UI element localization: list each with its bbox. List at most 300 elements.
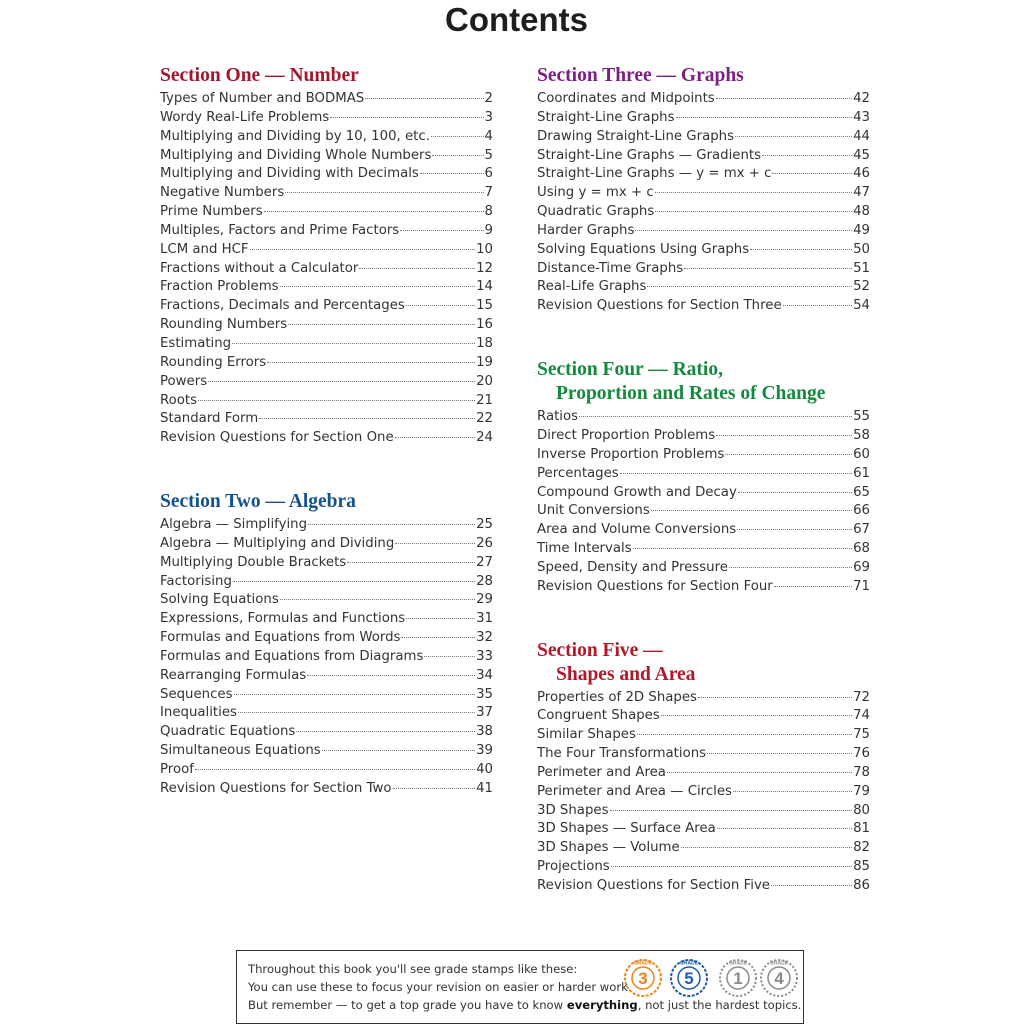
dot-leader xyxy=(698,696,852,698)
dot-leader xyxy=(406,304,475,306)
toc-entry-title: Factorising xyxy=(160,573,232,589)
dot-leader xyxy=(707,752,852,754)
toc-entry-title: Estimating xyxy=(160,335,232,351)
grade-stamp-number: 5 xyxy=(684,969,694,988)
dot-leader xyxy=(395,436,475,438)
toc-entry[interactable] xyxy=(160,723,493,742)
dot-leader xyxy=(432,154,483,156)
dot-leader xyxy=(322,749,475,751)
dot-leader xyxy=(661,714,852,716)
dot-leader xyxy=(579,415,852,417)
toc-entry-title: Solving Equations xyxy=(160,592,279,608)
toc-entry-title: 3D Shapes — Volume xyxy=(537,840,680,856)
dot-leader xyxy=(307,674,475,676)
toc-entry-page: 2 xyxy=(484,91,493,106)
toc-entry[interactable] xyxy=(160,591,493,610)
dot-leader xyxy=(716,434,852,436)
grade-stamp-number: 4 xyxy=(774,969,784,988)
toc-entry-page: 8 xyxy=(484,204,493,220)
toc-entry[interactable] xyxy=(160,222,493,241)
section-heading-line: Section One — Number xyxy=(160,65,359,86)
toc-entry-title: Simultaneous Equations xyxy=(160,743,321,759)
toc-entry-title: Ratios xyxy=(537,409,579,425)
toc-entry[interactable] xyxy=(537,109,870,128)
grade-1-stamp-icon xyxy=(717,957,759,999)
toc-entry-page: 12 xyxy=(476,260,493,276)
toc-entry[interactable] xyxy=(537,128,870,147)
toc-entry-title: Multiplying Double Brackets xyxy=(160,554,347,570)
toc-entry-page: 72 xyxy=(853,689,870,705)
toc-entry[interactable] xyxy=(537,184,870,203)
dot-leader xyxy=(330,116,483,118)
contents-section xyxy=(160,490,493,799)
toc-entry[interactable] xyxy=(537,745,870,764)
toc-entry-page: 58 xyxy=(853,427,870,443)
dot-leader xyxy=(198,399,475,401)
contents-section xyxy=(537,358,870,596)
toc-entry-page: 78 xyxy=(853,764,870,780)
toc-entry-page: 31 xyxy=(476,611,493,627)
dot-leader xyxy=(296,730,475,732)
toc-entry-page: 39 xyxy=(476,743,493,759)
dot-leader xyxy=(195,768,475,770)
contents-right-column xyxy=(537,64,870,938)
toc-entry[interactable] xyxy=(160,392,493,411)
dot-leader xyxy=(681,846,852,848)
toc-entry[interactable] xyxy=(537,726,870,745)
dot-leader xyxy=(308,523,475,525)
toc-entry-title: Revision Questions for Section Four xyxy=(537,578,773,594)
toc-entry-page: 40 xyxy=(476,762,493,777)
toc-entry[interactable] xyxy=(160,742,493,761)
toc-entry[interactable] xyxy=(160,128,493,147)
toc-entry-page: 55 xyxy=(853,409,870,425)
grade-stamp-label: GRADE xyxy=(769,960,789,967)
toc-entry-title: Direct Proportion Problems xyxy=(537,427,716,443)
toc-entry-page: 85 xyxy=(853,859,870,875)
toc-entry-title: Multiples, Factors and Prime Factors xyxy=(160,222,400,238)
toc-entry[interactable] xyxy=(160,109,493,128)
dot-leader xyxy=(280,598,475,600)
toc-entry[interactable] xyxy=(160,667,493,686)
toc-entry-title: Coordinates and Midpoints xyxy=(537,91,715,106)
toc-entry-page: 44 xyxy=(853,128,870,144)
toc-entry-page: 47 xyxy=(853,185,870,201)
toc-entry-title: Rounding Errors xyxy=(160,354,267,370)
toc-entry[interactable] xyxy=(160,241,493,260)
dot-leader xyxy=(208,380,475,382)
toc-entry-page: 54 xyxy=(853,298,870,314)
toc-entry-page: 16 xyxy=(476,317,493,333)
dot-leader xyxy=(424,655,475,657)
toc-entry[interactable] xyxy=(537,689,870,708)
toc-entry[interactable] xyxy=(537,465,870,484)
toc-entry-title: Fractions without a Calculator xyxy=(160,260,359,276)
section-heading xyxy=(160,490,493,514)
toc-entry[interactable] xyxy=(160,260,493,279)
section-heading-line: Section Four — Ratio, xyxy=(537,359,723,381)
section-heading xyxy=(537,358,870,406)
toc-entry-page: 74 xyxy=(853,708,870,724)
toc-entry-page: 52 xyxy=(853,279,870,295)
toc-entry[interactable] xyxy=(537,278,870,297)
dot-leader xyxy=(637,733,852,735)
toc-entry-title: Rearranging Formulas xyxy=(160,667,307,683)
toc-entry[interactable] xyxy=(160,648,493,667)
toc-entry-title: Powers xyxy=(160,373,208,389)
toc-entry[interactable] xyxy=(537,820,870,839)
toc-entry[interactable] xyxy=(160,535,493,554)
dot-leader xyxy=(400,229,483,231)
toc-entry-title: Standard Form xyxy=(160,411,259,427)
dot-leader xyxy=(651,509,852,511)
toc-entry[interactable] xyxy=(537,802,870,821)
section-heading xyxy=(537,64,870,88)
grade-5-stamp-icon xyxy=(668,957,710,999)
grade-stamp-number: 3 xyxy=(638,969,648,988)
toc-entry-title: Multiplying and Dividing by 10, 100, etc. xyxy=(160,128,430,144)
toc-entry-title: Roots xyxy=(160,392,198,408)
toc-entry-title: 3D Shapes — Surface Area xyxy=(537,821,716,837)
toc-entry-page: 50 xyxy=(853,241,870,257)
toc-entry[interactable] xyxy=(537,783,870,802)
toc-entry-page: 34 xyxy=(476,667,493,683)
toc-entry-title: Revision Questions for Section One xyxy=(160,430,394,446)
toc-entry-title: Similar Shapes xyxy=(537,727,636,743)
dot-leader xyxy=(655,210,852,212)
grade-stamp-label: GRADE xyxy=(633,960,653,967)
toc-entry-page: 42 xyxy=(853,91,870,106)
toc-entry-title: Perimeter and Area xyxy=(537,764,666,780)
dot-leader xyxy=(406,617,475,619)
toc-entry[interactable] xyxy=(537,484,870,503)
toc-entry[interactable] xyxy=(537,260,870,279)
toc-entry-page: 33 xyxy=(476,648,493,664)
toc-entry[interactable] xyxy=(537,858,870,877)
toc-entry[interactable] xyxy=(160,184,493,203)
toc-entry-page: 35 xyxy=(476,686,493,702)
dot-leader xyxy=(667,771,852,773)
dot-leader xyxy=(267,361,475,363)
toc-entry-title: Revision Questions for Section Five xyxy=(537,878,770,893)
toc-entry-page: 43 xyxy=(853,109,870,125)
toc-entry-page: 38 xyxy=(476,724,493,740)
contents-section xyxy=(537,639,870,896)
dot-leader xyxy=(774,585,852,587)
notice-line-1: Throughout this book you'll see grade stamps like these: xyxy=(248,962,578,976)
dot-leader xyxy=(420,172,484,174)
toc-entry-page: 48 xyxy=(853,204,870,220)
dot-leader xyxy=(431,135,484,137)
toc-entry-page: 80 xyxy=(853,802,870,818)
toc-entry[interactable] xyxy=(160,686,493,705)
toc-entry-page: 49 xyxy=(853,222,870,238)
toc-entry-title: Properties of 2D Shapes xyxy=(537,689,697,705)
dot-leader xyxy=(635,229,852,231)
toc-entry-title: The Four Transformations xyxy=(537,746,707,762)
grade-3-stamp-icon xyxy=(622,957,664,999)
toc-entry-page: 25 xyxy=(476,517,493,533)
toc-entry-page: 69 xyxy=(853,559,870,575)
toc-entry-page: 67 xyxy=(853,522,870,538)
toc-entry[interactable] xyxy=(537,521,870,540)
toc-entry-title: Straight-Line Graphs — y = mx + c xyxy=(537,166,772,182)
toc-entry-title: Multiplying and Dividing with Decimals xyxy=(160,166,419,182)
toc-entry-page: 26 xyxy=(476,535,493,551)
toc-entry[interactable] xyxy=(537,90,870,109)
toc-entry-title: Revision Questions for Section Three xyxy=(537,298,782,314)
toc-entry-page: 28 xyxy=(476,573,493,589)
toc-entry-title: Straight-Line Graphs xyxy=(537,109,675,125)
notice-emphasis: everything xyxy=(566,998,638,1012)
toc-entry-title: Sequences xyxy=(160,686,233,702)
toc-entry[interactable] xyxy=(537,502,870,521)
toc-entry-title: Area and Volume Conversions xyxy=(537,522,737,538)
toc-entry[interactable] xyxy=(537,839,870,858)
toc-entry-title: Drawing Straight-Line Graphs xyxy=(537,128,735,144)
toc-entry-page: 51 xyxy=(853,260,870,276)
toc-entry-page: 27 xyxy=(476,554,493,570)
toc-entry-title: Quadratic Graphs xyxy=(537,204,655,220)
dot-leader xyxy=(359,267,475,269)
toc-entry[interactable] xyxy=(160,780,493,799)
dot-leader xyxy=(250,248,476,250)
toc-entry-page: 6 xyxy=(484,166,493,182)
toc-entry-title: Inequalities xyxy=(160,705,237,721)
toc-entry-title: Algebra — Simplifying xyxy=(160,517,308,533)
dot-leader xyxy=(729,566,852,568)
dot-leader xyxy=(772,172,852,174)
dot-leader xyxy=(684,267,852,269)
toc-entry[interactable] xyxy=(160,147,493,166)
notice-line-2: You can use these to focus your revision on easier or harder work. xyxy=(248,980,632,994)
toc-entry-title: Formulas and Equations from Words xyxy=(160,630,401,646)
toc-entry-page: 66 xyxy=(853,503,870,519)
toc-entry[interactable] xyxy=(160,297,493,316)
toc-entry-title: Wordy Real-Life Problems xyxy=(160,109,330,125)
toc-entry-title: Types of Number and BODMAS xyxy=(160,91,365,106)
toc-entry[interactable] xyxy=(160,554,493,573)
toc-entry[interactable] xyxy=(160,373,493,392)
toc-entry[interactable] xyxy=(537,559,870,578)
dot-leader xyxy=(232,342,475,344)
toc-entry-title: Expressions, Formulas and Functions xyxy=(160,611,406,627)
section-heading xyxy=(537,639,870,687)
page-title: Contents xyxy=(445,1,588,38)
dot-leader xyxy=(725,453,852,455)
dot-leader xyxy=(717,827,852,829)
toc-entry-page: 82 xyxy=(853,840,870,856)
toc-entry-page: 71 xyxy=(853,578,870,594)
toc-entry-page: 9 xyxy=(484,222,493,238)
toc-entry-page: 18 xyxy=(476,335,493,351)
toc-entry[interactable] xyxy=(537,222,870,241)
toc-entry-page: 46 xyxy=(853,166,870,182)
toc-entry[interactable] xyxy=(160,610,493,629)
toc-entry-title: Fraction Problems xyxy=(160,279,279,295)
dot-leader xyxy=(259,417,475,419)
dot-leader xyxy=(716,97,852,99)
dot-leader xyxy=(611,865,852,867)
toc-entry-page: 19 xyxy=(476,354,493,370)
toc-entry-page: 29 xyxy=(476,592,493,608)
grade-stamp-number: 1 xyxy=(733,969,743,988)
toc-entry[interactable] xyxy=(537,241,870,260)
toc-entry-title: Using y = mx + c xyxy=(537,185,654,201)
section-heading-line: Proportion and Rates of Change xyxy=(556,383,826,405)
toc-entry[interactable] xyxy=(537,764,870,783)
toc-entry[interactable] xyxy=(160,704,493,723)
dot-leader xyxy=(393,787,476,789)
toc-entry-title: Quadratic Equations xyxy=(160,724,296,740)
dot-leader xyxy=(233,580,475,582)
toc-entry[interactable] xyxy=(160,354,493,373)
toc-entry-title: Revision Questions for Section Two xyxy=(160,780,392,796)
toc-entry-title: Solving Equations Using Graphs xyxy=(537,241,750,257)
section-heading-line: Section Five — xyxy=(537,639,663,661)
toc-entry[interactable] xyxy=(537,427,870,446)
contents-section xyxy=(160,64,493,448)
toc-entry[interactable] xyxy=(160,410,493,429)
toc-entry-title: Speed, Density and Pressure xyxy=(537,559,728,575)
grade-stamps-notice xyxy=(236,950,804,1024)
toc-entry-page: 21 xyxy=(476,392,493,408)
toc-entry-page: 61 xyxy=(853,465,870,481)
dot-leader xyxy=(620,472,852,474)
toc-entry-title: Straight-Line Graphs — Gradients xyxy=(537,147,762,163)
section-heading-line: Section Two — Algebra xyxy=(160,491,356,513)
toc-entry-page: 37 xyxy=(476,705,493,721)
toc-entry[interactable] xyxy=(537,540,870,559)
toc-entry-page: 45 xyxy=(853,147,870,163)
toc-entry-title: Percentages xyxy=(537,465,619,481)
toc-entry-page: 15 xyxy=(476,298,493,314)
toc-entry-page: 3 xyxy=(484,109,493,125)
toc-entry-page: 75 xyxy=(853,727,870,743)
toc-entry-title: Fractions, Decimals and Percentages xyxy=(160,298,405,314)
toc-entry[interactable] xyxy=(160,573,493,592)
dot-leader xyxy=(633,547,852,549)
toc-entry[interactable] xyxy=(537,203,870,222)
toc-entry[interactable] xyxy=(160,90,493,109)
grade-4-stamp-icon xyxy=(758,957,800,999)
toc-entry-page: 14 xyxy=(476,279,493,295)
toc-entry-page: 10 xyxy=(476,241,493,257)
toc-entry-title: Negative Numbers xyxy=(160,185,285,201)
dot-leader xyxy=(647,285,852,287)
toc-entry-page: 7 xyxy=(484,185,493,201)
contents-section xyxy=(537,64,870,316)
dot-leader xyxy=(750,248,852,250)
toc-entry[interactable] xyxy=(160,429,493,448)
dot-leader xyxy=(264,210,484,212)
toc-entry-page: 68 xyxy=(853,541,870,557)
toc-entry[interactable] xyxy=(160,761,493,780)
toc-entry-title: Perimeter and Area — Circles xyxy=(537,783,732,799)
dot-leader xyxy=(280,285,475,287)
toc-entry-title: Real-Life Graphs xyxy=(537,279,647,295)
toc-entry-page: 60 xyxy=(853,446,870,462)
toc-entry-title: Rounding Numbers xyxy=(160,317,288,333)
toc-entry-title: Time Intervals xyxy=(537,541,632,557)
toc-entry-title: Distance-Time Graphs xyxy=(537,260,684,276)
toc-entry[interactable] xyxy=(537,408,870,427)
toc-entry[interactable] xyxy=(537,446,870,465)
toc-entry[interactable] xyxy=(537,297,870,316)
toc-entry[interactable] xyxy=(537,578,870,597)
toc-entry[interactable] xyxy=(537,165,870,184)
dot-leader xyxy=(285,191,483,193)
toc-entry[interactable] xyxy=(537,147,870,166)
dot-leader xyxy=(738,491,852,493)
toc-entry-title: Harder Graphs xyxy=(537,222,635,238)
toc-entry[interactable] xyxy=(160,165,493,184)
toc-entry-title: Unit Conversions xyxy=(537,503,650,519)
dot-leader xyxy=(401,636,475,638)
toc-entry-page: 86 xyxy=(853,878,870,893)
toc-entry-page: 65 xyxy=(853,484,870,500)
toc-entry-page: 76 xyxy=(853,746,870,762)
dot-leader xyxy=(234,693,476,695)
dot-leader xyxy=(735,135,852,137)
toc-entry-title: Compound Growth and Decay xyxy=(537,484,737,500)
dot-leader xyxy=(365,97,483,99)
toc-entry-title: LCM and HCF xyxy=(160,241,249,257)
toc-entry[interactable] xyxy=(160,316,493,335)
toc-entry-title: Inverse Proportion Problems xyxy=(537,446,725,462)
toc-entry-page: 5 xyxy=(484,147,493,163)
dot-leader xyxy=(676,116,853,118)
dot-leader xyxy=(737,528,852,530)
dot-leader xyxy=(783,304,852,306)
toc-entry-title: Projections xyxy=(537,859,610,875)
toc-entry[interactable] xyxy=(537,877,870,896)
section-heading xyxy=(160,64,493,88)
toc-entry-page: 20 xyxy=(476,373,493,389)
dot-leader xyxy=(288,323,475,325)
toc-entry-page: 22 xyxy=(476,411,493,427)
grade-stamp-label: GRADE xyxy=(679,960,699,967)
toc-entry-title: Proof xyxy=(160,762,194,777)
toc-entry[interactable] xyxy=(160,335,493,354)
toc-entry-page: 24 xyxy=(476,430,493,446)
toc-entry-page: 41 xyxy=(476,780,493,796)
contents-left-column xyxy=(160,64,493,841)
section-heading-line: Section Three — Graphs xyxy=(537,65,744,86)
dot-leader xyxy=(762,154,852,156)
dot-leader xyxy=(733,790,852,792)
grade-stamp-label: GRADE xyxy=(728,960,748,967)
toc-entry-title: 3D Shapes xyxy=(537,802,609,818)
dot-leader xyxy=(771,884,852,886)
toc-entry[interactable] xyxy=(160,278,493,297)
dot-leader xyxy=(610,809,853,811)
toc-entry[interactable] xyxy=(160,629,493,648)
grade-stamps xyxy=(622,957,797,1005)
toc-entry-title: Congruent Shapes xyxy=(537,708,660,724)
toc-entry-title: Formulas and Equations from Diagrams xyxy=(160,648,424,664)
toc-entry[interactable] xyxy=(160,516,493,535)
dot-leader xyxy=(655,191,852,193)
toc-entry[interactable] xyxy=(160,203,493,222)
dot-leader xyxy=(238,711,475,713)
notice-line-3-start: But remember — to get a top grade you have to know xyxy=(248,998,567,1012)
toc-entry[interactable] xyxy=(537,707,870,726)
toc-entry-page: 79 xyxy=(853,783,870,799)
toc-entry-title: Multiplying and Dividing Whole Numbers xyxy=(160,147,432,163)
dot-leader xyxy=(347,561,475,563)
notice-line-3-end: , not just the hardest topics. xyxy=(637,998,802,1012)
